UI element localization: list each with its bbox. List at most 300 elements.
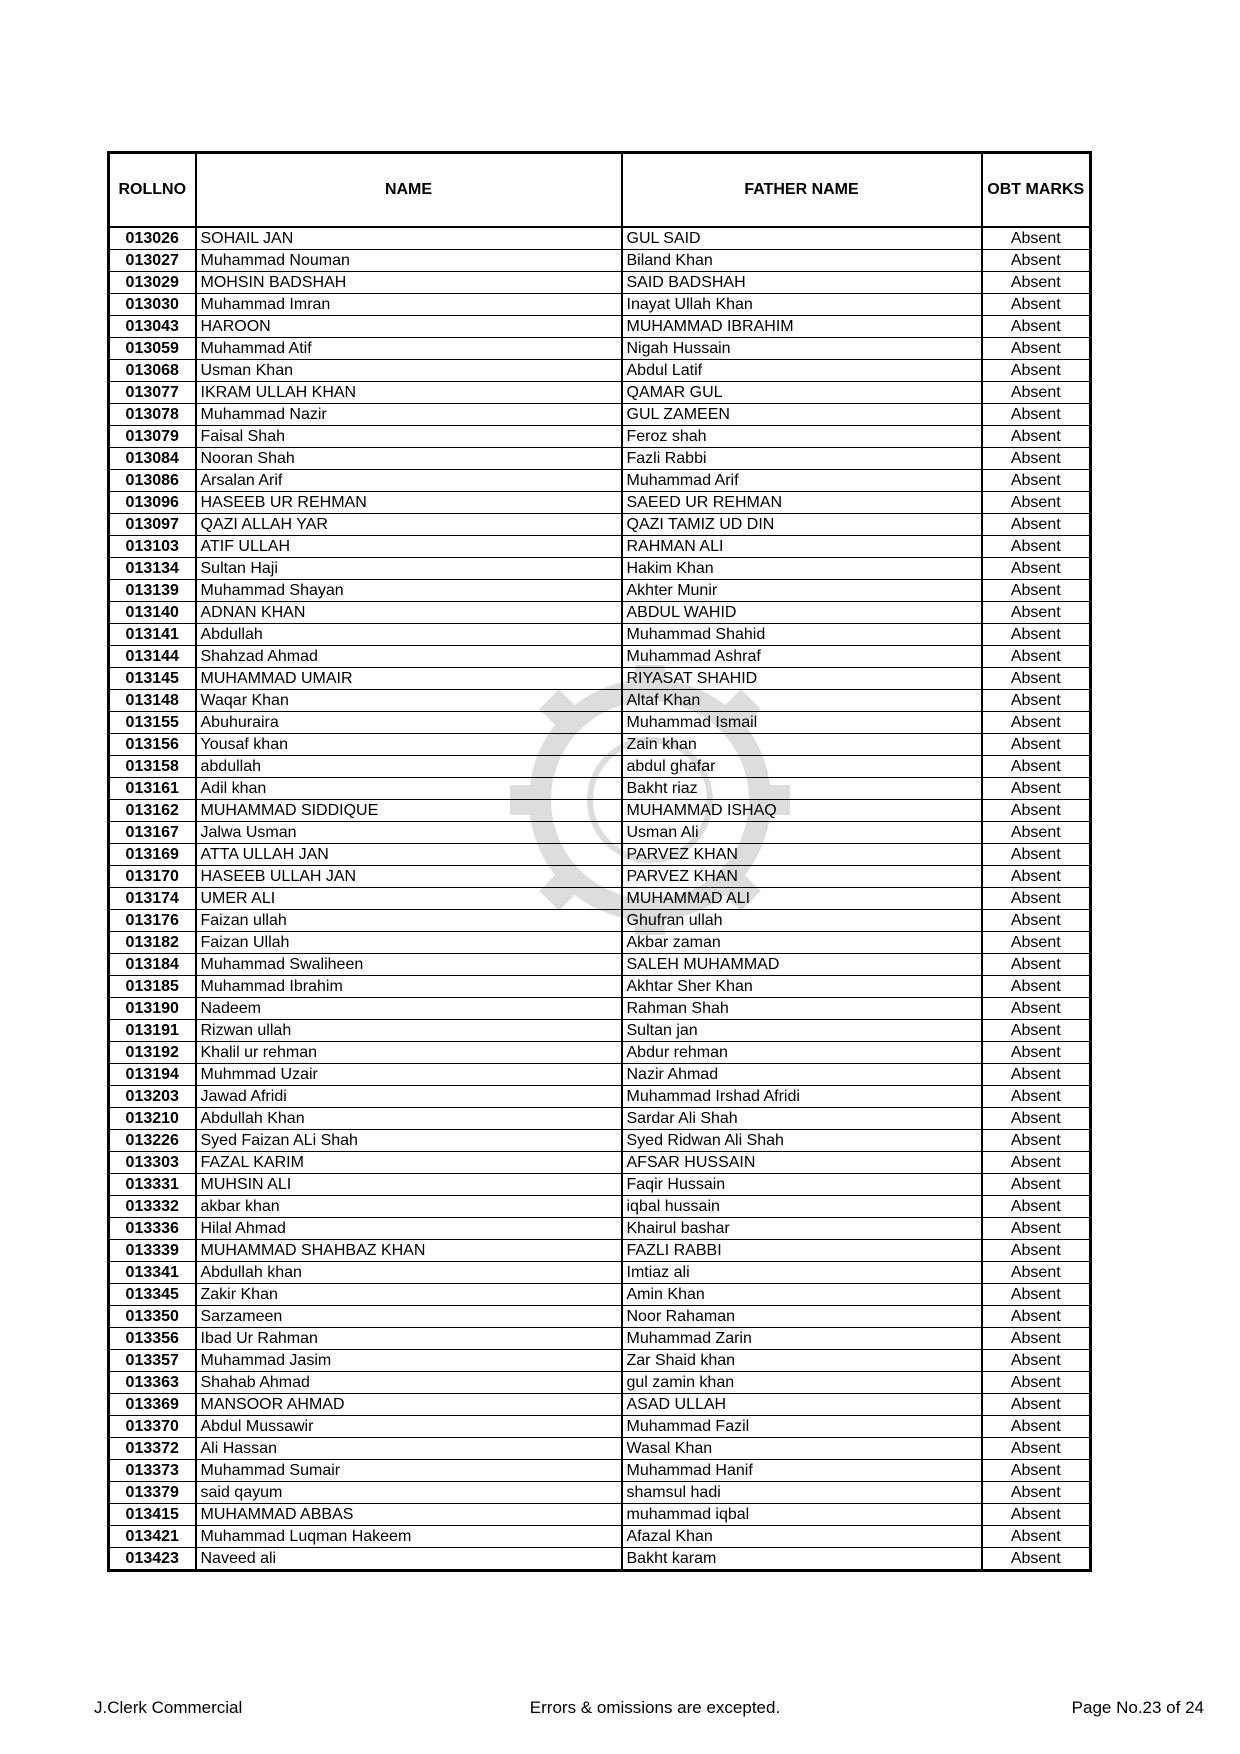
father-name-cell: PARVEZ KHAN xyxy=(622,844,982,866)
table-body xyxy=(109,227,1091,1571)
table-row xyxy=(109,1328,1091,1350)
rollno-cell: 013169 xyxy=(109,844,196,866)
name-cell: Nooran Shah xyxy=(196,448,622,470)
table-row xyxy=(109,668,1091,690)
father-name-cell: gul zamin khan xyxy=(622,1372,982,1394)
table-row xyxy=(109,1416,1091,1438)
rollno-cell: 013379 xyxy=(109,1482,196,1504)
rollno-cell: 013336 xyxy=(109,1218,196,1240)
table-row xyxy=(109,1086,1091,1108)
obt-marks-cell: Absent xyxy=(982,470,1091,492)
father-name-cell: Noor Rahaman xyxy=(622,1306,982,1328)
obt-marks-cell: Absent xyxy=(982,227,1091,250)
rollno-cell: 013079 xyxy=(109,426,196,448)
rollno-cell: 013086 xyxy=(109,470,196,492)
rollno-cell: 013331 xyxy=(109,1174,196,1196)
name-cell: Muhammad Atif xyxy=(196,338,622,360)
table-row xyxy=(109,734,1091,756)
rollno-cell: 013140 xyxy=(109,602,196,624)
father-name-cell: Inayat Ullah Khan xyxy=(622,294,982,316)
father-name-cell: Muhammad Zarin xyxy=(622,1328,982,1350)
table-row xyxy=(109,932,1091,954)
name-cell: Muhammad Ibrahim xyxy=(196,976,622,998)
table-row xyxy=(109,910,1091,932)
footer-page-number: Page No.23 of 24 xyxy=(1071,1698,1204,1717)
table-row xyxy=(109,1152,1091,1174)
father-name-cell: GUL ZAMEEN xyxy=(622,404,982,426)
name-cell: Shahab Ahmad xyxy=(196,1372,622,1394)
father-name-cell: Imtiaz ali xyxy=(622,1262,982,1284)
rollno-cell: 013162 xyxy=(109,800,196,822)
rollno-cell: 013148 xyxy=(109,690,196,712)
rollno-cell: 013332 xyxy=(109,1196,196,1218)
father-name-cell: Syed Ridwan Ali Shah xyxy=(622,1130,982,1152)
name-cell: QAZI ALLAH YAR xyxy=(196,514,622,536)
table-row xyxy=(109,756,1091,778)
table-row xyxy=(109,536,1091,558)
table-row xyxy=(109,1482,1091,1504)
father-name-cell: Amin Khan xyxy=(622,1284,982,1306)
obt-marks-cell: Absent xyxy=(982,360,1091,382)
rollno-cell: 013415 xyxy=(109,1504,196,1526)
name-cell: Muhammad Imran xyxy=(196,294,622,316)
obt-marks-cell: Absent xyxy=(982,580,1091,602)
rollno-cell: 013345 xyxy=(109,1284,196,1306)
rollno-cell: 013350 xyxy=(109,1306,196,1328)
father-name-cell: Hakim Khan xyxy=(622,558,982,580)
name-cell: HASEEB ULLAH JAN xyxy=(196,866,622,888)
table-row xyxy=(109,1020,1091,1042)
name-cell: MUHAMMAD SHAHBAZ KHAN xyxy=(196,1240,622,1262)
father-name-cell: Sultan jan xyxy=(622,1020,982,1042)
obt-marks-cell: Absent xyxy=(982,1240,1091,1262)
name-cell: Muhammad Luqman Hakeem xyxy=(196,1526,622,1548)
obt-marks-cell: Absent xyxy=(982,1526,1091,1548)
name-cell: Jalwa Usman xyxy=(196,822,622,844)
table-row xyxy=(109,470,1091,492)
obt-marks-cell: Absent xyxy=(982,888,1091,910)
table-row xyxy=(109,1350,1091,1372)
name-cell: Hilal Ahmad xyxy=(196,1218,622,1240)
rollno-cell: 013372 xyxy=(109,1438,196,1460)
obt-marks-cell: Absent xyxy=(982,998,1091,1020)
name-cell: Jawad Afridi xyxy=(196,1086,622,1108)
name-cell: Ali Hassan xyxy=(196,1438,622,1460)
table-row xyxy=(109,1042,1091,1064)
obt-marks-cell: Absent xyxy=(982,1328,1091,1350)
table-row xyxy=(109,690,1091,712)
rollno-cell: 013084 xyxy=(109,448,196,470)
obt-marks-cell: Absent xyxy=(982,1416,1091,1438)
name-cell: Muhammad Sumair xyxy=(196,1460,622,1482)
rollno-cell: 013185 xyxy=(109,976,196,998)
table-row xyxy=(109,294,1091,316)
obt-marks-cell: Absent xyxy=(982,1482,1091,1504)
name-cell: Muhammad Nouman xyxy=(196,250,622,272)
obt-marks-cell: Absent xyxy=(982,536,1091,558)
obt-marks-cell: Absent xyxy=(982,492,1091,514)
obt-marks-cell: Absent xyxy=(982,1108,1091,1130)
table-row xyxy=(109,250,1091,272)
table-row xyxy=(109,227,1091,250)
obt-marks-cell: Absent xyxy=(982,404,1091,426)
table-row xyxy=(109,1174,1091,1196)
table-row xyxy=(109,514,1091,536)
father-name-cell: Muhammad Hanif xyxy=(622,1460,982,1482)
footer-left: J.Clerk Commercial xyxy=(94,1698,243,1717)
results-table xyxy=(107,151,1092,1572)
obt-marks-cell: Absent xyxy=(982,624,1091,646)
name-cell: Muhammad Swaliheen xyxy=(196,954,622,976)
name-cell: ATTA ULLAH JAN xyxy=(196,844,622,866)
name-cell: Sarzameen xyxy=(196,1306,622,1328)
name-cell: Waqar Khan xyxy=(196,690,622,712)
table-row xyxy=(109,1548,1091,1571)
rollno-cell: 013303 xyxy=(109,1152,196,1174)
father-name-cell: MUHAMMAD IBRAHIM xyxy=(622,316,982,338)
name-cell: FAZAL KARIM xyxy=(196,1152,622,1174)
name-cell: ATIF ULLAH xyxy=(196,536,622,558)
obt-marks-cell: Absent xyxy=(982,1218,1091,1240)
obt-marks-cell: Absent xyxy=(982,954,1091,976)
obt-marks-cell: Absent xyxy=(982,690,1091,712)
father-name-cell: SALEH MUHAMMAD xyxy=(622,954,982,976)
rollno-cell: 013191 xyxy=(109,1020,196,1042)
rollno-cell: 013059 xyxy=(109,338,196,360)
obt-marks-cell: Absent xyxy=(982,1306,1091,1328)
rollno-cell: 013139 xyxy=(109,580,196,602)
obt-marks-cell: Absent xyxy=(982,932,1091,954)
rollno-cell: 013078 xyxy=(109,404,196,426)
obt-marks-cell: Absent xyxy=(982,514,1091,536)
rollno-cell: 013170 xyxy=(109,866,196,888)
table-row xyxy=(109,624,1091,646)
father-name-cell: ASAD ULLAH xyxy=(622,1394,982,1416)
father-name-cell: Nigah Hussain xyxy=(622,338,982,360)
father-name-cell: Akhter Munir xyxy=(622,580,982,602)
table-row xyxy=(109,866,1091,888)
father-name-cell: RAHMAN ALI xyxy=(622,536,982,558)
table-row xyxy=(109,778,1091,800)
obt-marks-cell: Absent xyxy=(982,668,1091,690)
father-name-cell: Fazli Rabbi xyxy=(622,448,982,470)
name-cell: Naveed ali xyxy=(196,1548,622,1571)
rollno-cell: 013174 xyxy=(109,888,196,910)
rollno-cell: 013373 xyxy=(109,1460,196,1482)
father-name-cell: Ghufran ullah xyxy=(622,910,982,932)
name-cell: MOHSIN BADSHAH xyxy=(196,272,622,294)
table-row xyxy=(109,1218,1091,1240)
father-name-cell: Usman Ali xyxy=(622,822,982,844)
father-name-cell: QAZI TAMIZ UD DIN xyxy=(622,514,982,536)
rollno-cell: 013184 xyxy=(109,954,196,976)
table-row xyxy=(109,1130,1091,1152)
table-row xyxy=(109,426,1091,448)
obt-marks-cell: Absent xyxy=(982,822,1091,844)
table-row xyxy=(109,1394,1091,1416)
obt-marks-cell: Absent xyxy=(982,558,1091,580)
header-rollno: ROLLNO xyxy=(109,153,196,228)
father-name-cell: Muhammad Arif xyxy=(622,470,982,492)
name-cell: Abdullah Khan xyxy=(196,1108,622,1130)
table-row xyxy=(109,998,1091,1020)
name-cell: IKRAM ULLAH KHAN xyxy=(196,382,622,404)
name-cell: SOHAIL JAN xyxy=(196,227,622,250)
obt-marks-cell: Absent xyxy=(982,1350,1091,1372)
obt-marks-cell: Absent xyxy=(982,734,1091,756)
rollno-cell: 013190 xyxy=(109,998,196,1020)
father-name-cell: AFSAR HUSSAIN xyxy=(622,1152,982,1174)
rollno-cell: 013210 xyxy=(109,1108,196,1130)
table-row xyxy=(109,712,1091,734)
father-name-cell: Abdul Latif xyxy=(622,360,982,382)
rollno-cell: 013421 xyxy=(109,1526,196,1548)
rollno-cell: 013203 xyxy=(109,1086,196,1108)
father-name-cell: Bakht riaz xyxy=(622,778,982,800)
father-name-cell: Sardar Ali Shah xyxy=(622,1108,982,1130)
name-cell: Zakir Khan xyxy=(196,1284,622,1306)
rollno-cell: 013029 xyxy=(109,272,196,294)
father-name-cell: Muhammad Ashraf xyxy=(622,646,982,668)
table-row xyxy=(109,844,1091,866)
table-row xyxy=(109,1240,1091,1262)
table-row xyxy=(109,580,1091,602)
father-name-cell: Khairul bashar xyxy=(622,1218,982,1240)
name-cell: Yousaf khan xyxy=(196,734,622,756)
table-row xyxy=(109,1460,1091,1482)
name-cell: Faizan Ullah xyxy=(196,932,622,954)
table-row xyxy=(109,448,1091,470)
obt-marks-cell: Absent xyxy=(982,1548,1091,1571)
name-cell: Rizwan ullah xyxy=(196,1020,622,1042)
father-name-cell: Altaf Khan xyxy=(622,690,982,712)
name-cell: Faisal Shah xyxy=(196,426,622,448)
rollno-cell: 013341 xyxy=(109,1262,196,1284)
name-cell: Abuhuraira xyxy=(196,712,622,734)
rollno-cell: 013357 xyxy=(109,1350,196,1372)
father-name-cell: iqbal hussain xyxy=(622,1196,982,1218)
name-cell: MUHAMMAD ABBAS xyxy=(196,1504,622,1526)
table-row xyxy=(109,800,1091,822)
name-cell: Faizan ullah xyxy=(196,910,622,932)
footer-disclaimer: Errors & omissions are excepted. xyxy=(529,1698,781,1717)
name-cell: Muhmmad Uzair xyxy=(196,1064,622,1086)
name-cell: Usman Khan xyxy=(196,360,622,382)
table-row xyxy=(109,1526,1091,1548)
obt-marks-cell: Absent xyxy=(982,602,1091,624)
obt-marks-cell: Absent xyxy=(982,1196,1091,1218)
father-name-cell: PARVEZ KHAN xyxy=(622,866,982,888)
obt-marks-cell: Absent xyxy=(982,712,1091,734)
name-cell: Abdul Mussawir xyxy=(196,1416,622,1438)
obt-marks-cell: Absent xyxy=(982,1460,1091,1482)
father-name-cell: RIYASAT SHAHID xyxy=(622,668,982,690)
header-obt-marks: OBT MARKS xyxy=(982,153,1091,228)
rollno-cell: 013158 xyxy=(109,756,196,778)
rollno-cell: 013144 xyxy=(109,646,196,668)
obt-marks-cell: Absent xyxy=(982,1152,1091,1174)
name-cell: Adil khan xyxy=(196,778,622,800)
obt-marks-cell: Absent xyxy=(982,1020,1091,1042)
father-name-cell: Bakht karam xyxy=(622,1548,982,1571)
name-cell: abdullah xyxy=(196,756,622,778)
table-row xyxy=(109,1306,1091,1328)
rollno-cell: 013161 xyxy=(109,778,196,800)
table-row xyxy=(109,404,1091,426)
obt-marks-cell: Absent xyxy=(982,778,1091,800)
rollno-cell: 013182 xyxy=(109,932,196,954)
table-row xyxy=(109,1284,1091,1306)
name-cell: said qayum xyxy=(196,1482,622,1504)
name-cell: MUHSIN ALI xyxy=(196,1174,622,1196)
table-row xyxy=(109,602,1091,624)
obt-marks-cell: Absent xyxy=(982,294,1091,316)
name-cell: UMER ALI xyxy=(196,888,622,910)
name-cell: MANSOOR AHMAD xyxy=(196,1394,622,1416)
table-row xyxy=(109,558,1091,580)
father-name-cell: Wasal Khan xyxy=(622,1438,982,1460)
obt-marks-cell: Absent xyxy=(982,338,1091,360)
name-cell: Muhammad Nazir xyxy=(196,404,622,426)
father-name-cell: abdul ghafar xyxy=(622,756,982,778)
header-father-name: FATHER NAME xyxy=(622,153,982,228)
rollno-cell: 013423 xyxy=(109,1548,196,1571)
table-row xyxy=(109,1372,1091,1394)
rollno-cell: 013226 xyxy=(109,1130,196,1152)
table-row xyxy=(109,822,1091,844)
name-cell: Sultan Haji xyxy=(196,558,622,580)
father-name-cell: Afazal Khan xyxy=(622,1526,982,1548)
name-cell: MUHAMMAD UMAIR xyxy=(196,668,622,690)
rollno-cell: 013030 xyxy=(109,294,196,316)
rollno-cell: 013370 xyxy=(109,1416,196,1438)
obt-marks-cell: Absent xyxy=(982,866,1091,888)
father-name-cell: Zain khan xyxy=(622,734,982,756)
name-cell: akbar khan xyxy=(196,1196,622,1218)
name-cell: Muhammad Jasim xyxy=(196,1350,622,1372)
obt-marks-cell: Absent xyxy=(982,426,1091,448)
rollno-cell: 013176 xyxy=(109,910,196,932)
table-row xyxy=(109,382,1091,404)
rollno-cell: 013356 xyxy=(109,1328,196,1350)
rollno-cell: 013145 xyxy=(109,668,196,690)
father-name-cell: muhammad iqbal xyxy=(622,1504,982,1526)
father-name-cell: MUHAMMAD ISHAQ xyxy=(622,800,982,822)
obt-marks-cell: Absent xyxy=(982,844,1091,866)
father-name-cell: Nazir Ahmad xyxy=(622,1064,982,1086)
rollno-cell: 013155 xyxy=(109,712,196,734)
obt-marks-cell: Absent xyxy=(982,910,1091,932)
rollno-cell: 013363 xyxy=(109,1372,196,1394)
table-row xyxy=(109,360,1091,382)
father-name-cell: Akhtar Sher Khan xyxy=(622,976,982,998)
father-name-cell: Muhammad Fazil xyxy=(622,1416,982,1438)
rollno-cell: 013043 xyxy=(109,316,196,338)
father-name-cell: SAID BADSHAH xyxy=(622,272,982,294)
rollno-cell: 013026 xyxy=(109,227,196,250)
name-cell: Khalil ur rehman xyxy=(196,1042,622,1064)
table-row xyxy=(109,338,1091,360)
father-name-cell: GUL SAID xyxy=(622,227,982,250)
table-row xyxy=(109,1504,1091,1526)
rollno-cell: 013192 xyxy=(109,1042,196,1064)
obt-marks-cell: Absent xyxy=(982,1284,1091,1306)
name-cell: Ibad Ur Rahman xyxy=(196,1328,622,1350)
rollno-cell: 013134 xyxy=(109,558,196,580)
obt-marks-cell: Absent xyxy=(982,646,1091,668)
name-cell: Arsalan Arif xyxy=(196,470,622,492)
name-cell: Muhammad Shayan xyxy=(196,580,622,602)
obt-marks-cell: Absent xyxy=(982,1262,1091,1284)
rollno-cell: 013027 xyxy=(109,250,196,272)
header-name: NAME xyxy=(196,153,622,228)
obt-marks-cell: Absent xyxy=(982,316,1091,338)
obt-marks-cell: Absent xyxy=(982,272,1091,294)
rollno-cell: 013156 xyxy=(109,734,196,756)
rollno-cell: 013167 xyxy=(109,822,196,844)
rollno-cell: 013339 xyxy=(109,1240,196,1262)
rollno-cell: 013369 xyxy=(109,1394,196,1416)
father-name-cell: Faqir Hussain xyxy=(622,1174,982,1196)
rollno-cell: 013077 xyxy=(109,382,196,404)
name-cell: MUHAMMAD SIDDIQUE xyxy=(196,800,622,822)
father-name-cell: Muhammad Irshad Afridi xyxy=(622,1086,982,1108)
father-name-cell: shamsul hadi xyxy=(622,1482,982,1504)
table-row xyxy=(109,1196,1091,1218)
rollno-cell: 013097 xyxy=(109,514,196,536)
father-name-cell: Biland Khan xyxy=(622,250,982,272)
father-name-cell: QAMAR GUL xyxy=(622,382,982,404)
father-name-cell: MUHAMMAD ALI xyxy=(622,888,982,910)
rollno-cell: 013141 xyxy=(109,624,196,646)
table-row xyxy=(109,888,1091,910)
father-name-cell: Muhammad Shahid xyxy=(622,624,982,646)
father-name-cell: FAZLI RABBI xyxy=(622,1240,982,1262)
father-name-cell: Rahman Shah xyxy=(622,998,982,1020)
obt-marks-cell: Absent xyxy=(982,976,1091,998)
obt-marks-cell: Absent xyxy=(982,1064,1091,1086)
table-row xyxy=(109,316,1091,338)
name-cell: Nadeem xyxy=(196,998,622,1020)
name-cell: HAROON xyxy=(196,316,622,338)
obt-marks-cell: Absent xyxy=(982,1130,1091,1152)
father-name-cell: Abdur rehman xyxy=(622,1042,982,1064)
obt-marks-cell: Absent xyxy=(982,448,1091,470)
obt-marks-cell: Absent xyxy=(982,250,1091,272)
obt-marks-cell: Absent xyxy=(982,1042,1091,1064)
obt-marks-cell: Absent xyxy=(982,1504,1091,1526)
table-row xyxy=(109,954,1091,976)
obt-marks-cell: Absent xyxy=(982,800,1091,822)
father-name-cell: Muhammad Ismail xyxy=(622,712,982,734)
rollno-cell: 013194 xyxy=(109,1064,196,1086)
father-name-cell: SAEED UR REHMAN xyxy=(622,492,982,514)
obt-marks-cell: Absent xyxy=(982,382,1091,404)
name-cell: HASEEB UR REHMAN xyxy=(196,492,622,514)
rollno-cell: 013068 xyxy=(109,360,196,382)
rollno-cell: 013103 xyxy=(109,536,196,558)
table-row xyxy=(109,1438,1091,1460)
obt-marks-cell: Absent xyxy=(982,1394,1091,1416)
table-row xyxy=(109,1108,1091,1130)
table-row xyxy=(109,272,1091,294)
father-name-cell: Akbar zaman xyxy=(622,932,982,954)
obt-marks-cell: Absent xyxy=(982,1086,1091,1108)
name-cell: Syed Faizan ALi Shah xyxy=(196,1130,622,1152)
name-cell: Shahzad Ahmad xyxy=(196,646,622,668)
table-row xyxy=(109,492,1091,514)
table-header-row xyxy=(109,153,1091,228)
